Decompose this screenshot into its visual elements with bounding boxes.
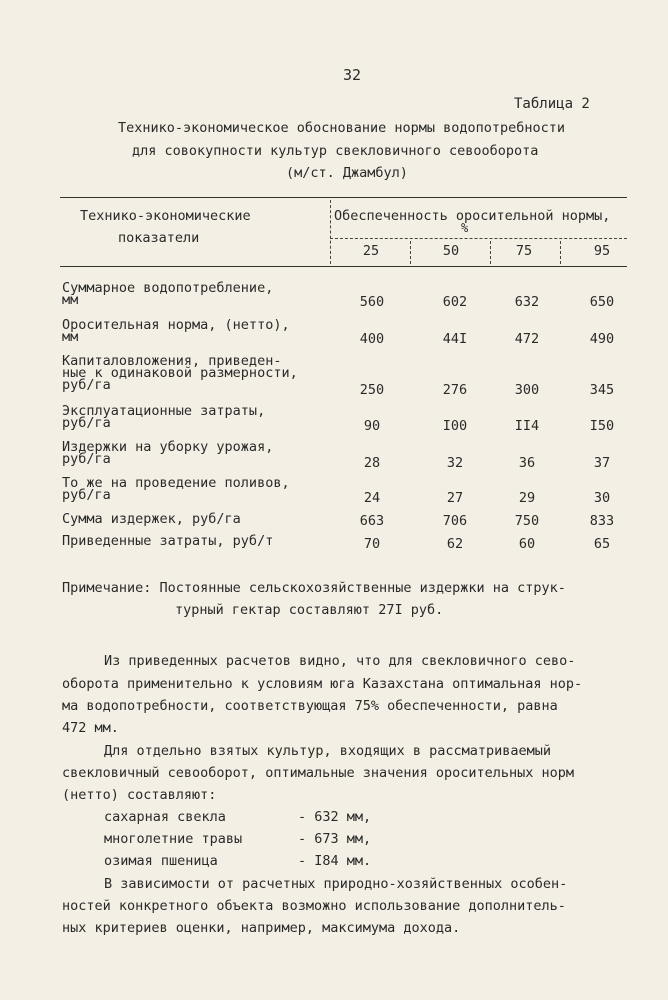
table-cell: 28 (363, 455, 381, 471)
crop-value: - 632 мм, (298, 809, 372, 825)
paragraph-line: свекловичный севооборот, оптимальные значения оросительных норм (62, 765, 575, 781)
crop-value: - 673 мм, (298, 831, 372, 847)
table-cell: I50 (589, 418, 615, 434)
table-cell: 32 (446, 455, 464, 471)
row-label: Оросительная норма, (нетто), (62, 317, 290, 333)
table-cell: 560 (359, 294, 385, 310)
row-label: То же на проведение поливов, (62, 475, 290, 491)
paragraph-line: ма водопотребности, соответствующая 75% обеспеченности, равна (62, 698, 558, 714)
column-header: 95 (593, 243, 611, 259)
page-number: 32 (343, 66, 362, 84)
row-label: руб/га (62, 377, 111, 393)
row-label: руб/га (62, 415, 111, 431)
paragraph-line: В зависимости от расчетных природно-хозяйственных особен- (104, 876, 568, 892)
table-cell: 70 (363, 536, 381, 552)
paragraph-line: (нетто) составляют: (62, 787, 217, 803)
row-label: Сумма издержек, руб/га (62, 511, 241, 527)
paragraph-line: 472 мм. (62, 720, 119, 736)
column-header: 75 (515, 243, 533, 259)
column-divider (560, 241, 561, 264)
row-label: Издержки на уборку урожая, (62, 439, 274, 455)
table-cell: 276 (442, 382, 468, 398)
table-cell: 345 (589, 382, 615, 398)
paragraph-line: Из приведенных расчетов видно, что для свекловичного сево- (104, 653, 576, 669)
row-label: руб/га (62, 487, 111, 503)
paragraph-line: оборота применительно к условиям юга Казахстана оптимальная нор- (62, 676, 583, 692)
indicator-header: показатели (118, 230, 200, 246)
table-caption-line: для совокупности культур свекловичного севооборота (132, 143, 539, 159)
table-cell: II4 (514, 418, 540, 434)
column-header: 25 (362, 243, 380, 259)
table-cell: 472 (514, 331, 540, 347)
column-divider (410, 241, 411, 264)
row-label: руб/га (62, 451, 111, 467)
table-cell: 300 (514, 382, 540, 398)
header-sub-rule (330, 238, 627, 239)
table-cell: 663 (359, 513, 385, 529)
row-label: ные к одинаковой размерности, (62, 365, 298, 381)
table-cell: 60 (518, 536, 536, 552)
table-cell: 706 (442, 513, 468, 529)
row-label: мм (62, 292, 79, 308)
table-cell: 37 (593, 455, 611, 471)
crop-value: - I84 мм. (298, 853, 372, 869)
table-note: турный гектар составляют 27I руб. (175, 602, 444, 618)
row-label: Капиталовложения, приведен- (62, 353, 282, 369)
table-cell: 44I (442, 331, 468, 347)
table-cell: 36 (518, 455, 536, 471)
table-cell: 490 (589, 331, 615, 347)
table-header-rule (60, 266, 627, 267)
table-cell: 27 (446, 490, 464, 506)
table-caption-line: Технико-экономическое обоснование нормы водопотребности (118, 120, 566, 136)
paragraph-line: ностей конкретного объекта возможно использование дополнитель- (62, 898, 566, 914)
table-reference: Таблица 2 (514, 96, 590, 112)
column-header: 50 (442, 243, 460, 259)
paragraph-line: ных критериев оценки, например, максимума дохода. (62, 920, 461, 936)
table-top-rule (60, 197, 627, 198)
header-divider (330, 200, 331, 264)
table-cell: 632 (514, 294, 540, 310)
table-cell: 833 (589, 513, 615, 529)
table-cell: 62 (446, 536, 464, 552)
table-caption-line: (м/ст. Джамбул) (286, 165, 408, 181)
table-note: Примечание: Постоянные сельскохозяйственные издержки на струк- (62, 580, 566, 596)
table-cell: 400 (359, 331, 385, 347)
table-cell: 750 (514, 513, 540, 529)
crop-name: озимая пшеница (104, 853, 218, 869)
table-cell: 90 (363, 418, 381, 434)
row-label: мм (62, 329, 79, 345)
indicator-header: Технико-экономические (80, 208, 251, 224)
table-cell: I00 (442, 418, 468, 434)
table-cell: 29 (518, 490, 536, 506)
crop-name: сахарная свекла (104, 809, 226, 825)
row-label: Эксплуатационные затраты, (62, 403, 266, 419)
table-cell: 30 (593, 490, 611, 506)
paragraph-line: Для отдельно взятых культур, входящих в рассматриваемый (104, 743, 552, 759)
table-cell: 24 (363, 490, 381, 506)
row-label: Приведенные затраты, руб/т (62, 533, 274, 549)
column-divider (490, 241, 491, 264)
table-cell: 650 (589, 294, 615, 310)
table-cell: 602 (442, 294, 468, 310)
provision-header: Обеспеченность оросительной нормы, (334, 208, 611, 224)
percent-unit: % (461, 221, 469, 235)
crop-name: многолетние травы (104, 831, 243, 847)
table-cell: 65 (593, 536, 611, 552)
table-cell: 250 (359, 382, 385, 398)
row-label: Суммарное водопотребление, (62, 280, 274, 296)
